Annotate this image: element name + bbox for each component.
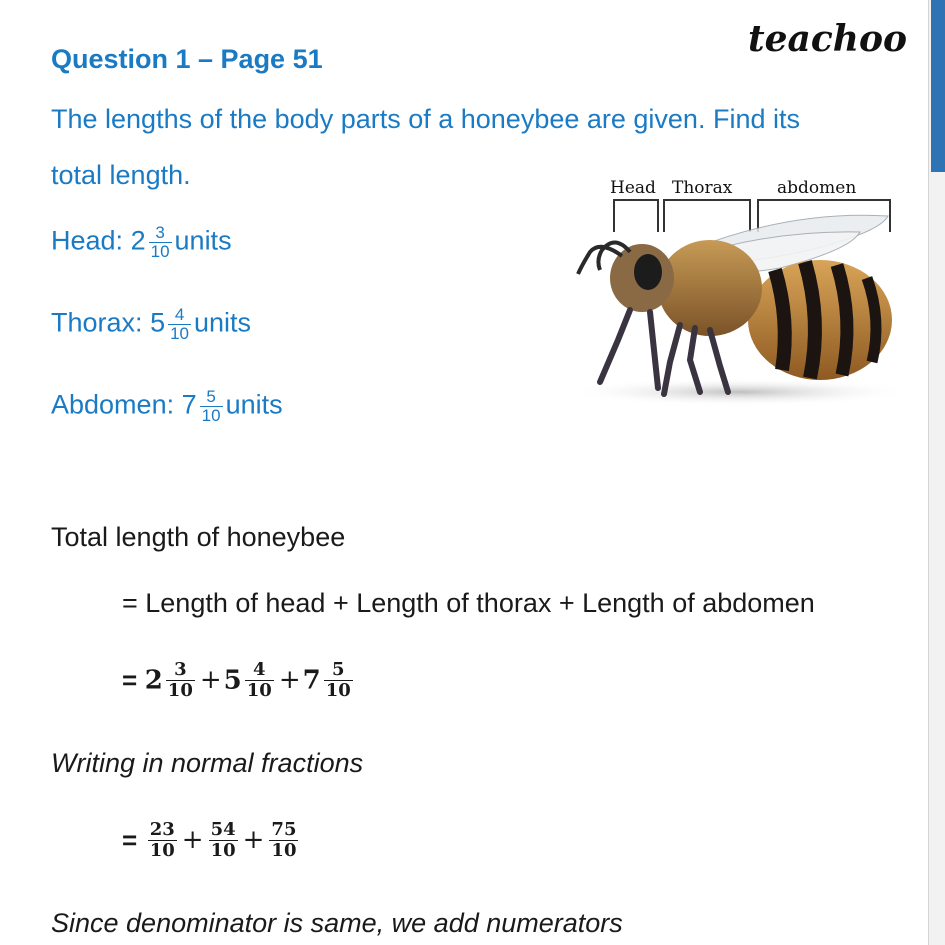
denominator: 10 [150,241,170,261]
label-head: Head [610,178,656,198]
bracket-thorax [664,200,750,232]
term-whole: 2 [144,665,163,696]
plus-operator: + [181,825,204,856]
part-abdomen [51,388,283,425]
numerator: 3 [174,659,187,680]
solution-line2: = Length of head + Length of thorax + Length of abdomen [122,588,815,618]
part-label: Head: [51,225,124,256]
honeybee-figure [560,170,910,410]
plus-operator: + [278,665,301,696]
equation-improper-sum [122,820,301,861]
numerator: 75 [271,819,297,840]
part-label: Thorax: [51,307,143,338]
plus-operator: + [199,665,222,696]
ground-shadow [565,378,910,406]
fraction [209,820,238,861]
part-unit: units [225,389,283,420]
denominator: 10 [271,839,297,861]
fraction [168,306,191,343]
part-label: Abdomen: [51,389,175,420]
term-whole: 5 [223,665,242,696]
part-head [51,224,232,261]
denominator: 10 [201,405,221,425]
fraction [245,660,274,701]
part-thorax [51,306,251,343]
denominator: 10 [325,679,351,701]
solution-line1: Total length of honeybee [51,522,346,552]
fraction [269,820,298,861]
equals-sign: = [122,824,138,855]
label-thorax: Thorax [672,178,733,198]
label-abdomen: abdomen [777,178,857,198]
denominator: 10 [167,679,193,701]
denominator: 10 [246,679,272,701]
plus-operator: + [242,825,265,856]
fraction [200,388,223,425]
denominator: 10 [170,323,190,343]
numerator: 5 [206,387,216,406]
part-whole: 5 [150,307,166,338]
part-whole: 7 [181,389,197,420]
numerator: 4 [174,305,185,324]
fraction [324,660,353,701]
equals-sign: = [122,664,138,695]
question-text-line1: The lengths of the body parts of a honeybee are given. Find its [51,104,800,134]
thorax [658,240,762,336]
note-normal-fractions: Writing in normal fractions [51,748,364,778]
compound-eye [634,254,662,290]
equation-mixed-sum [122,660,356,701]
scrollbar-thumb[interactable] [931,0,945,172]
denominator: 10 [210,839,236,861]
part-unit: units [174,225,232,256]
numerator: 3 [155,223,165,242]
abdomen [748,260,892,380]
fraction [148,820,177,861]
fraction [149,224,172,261]
numerator: 23 [149,819,175,840]
fraction [166,660,195,701]
part-whole: 2 [130,225,146,256]
numerator: 5 [331,659,345,680]
numerator: 4 [253,659,266,680]
denominator: 10 [149,839,175,861]
part-unit: units [194,307,252,338]
numerator: 54 [210,819,236,840]
term-whole: 7 [302,665,321,696]
bracket-head [614,200,658,232]
question-text-line2: total length. [51,160,191,190]
note-add-numerators: Since denominator is same, we add numerators [51,908,623,938]
question-title: Question 1 – Page 51 [51,44,323,74]
teachoo-logo[interactable]: teachoo [748,18,907,60]
